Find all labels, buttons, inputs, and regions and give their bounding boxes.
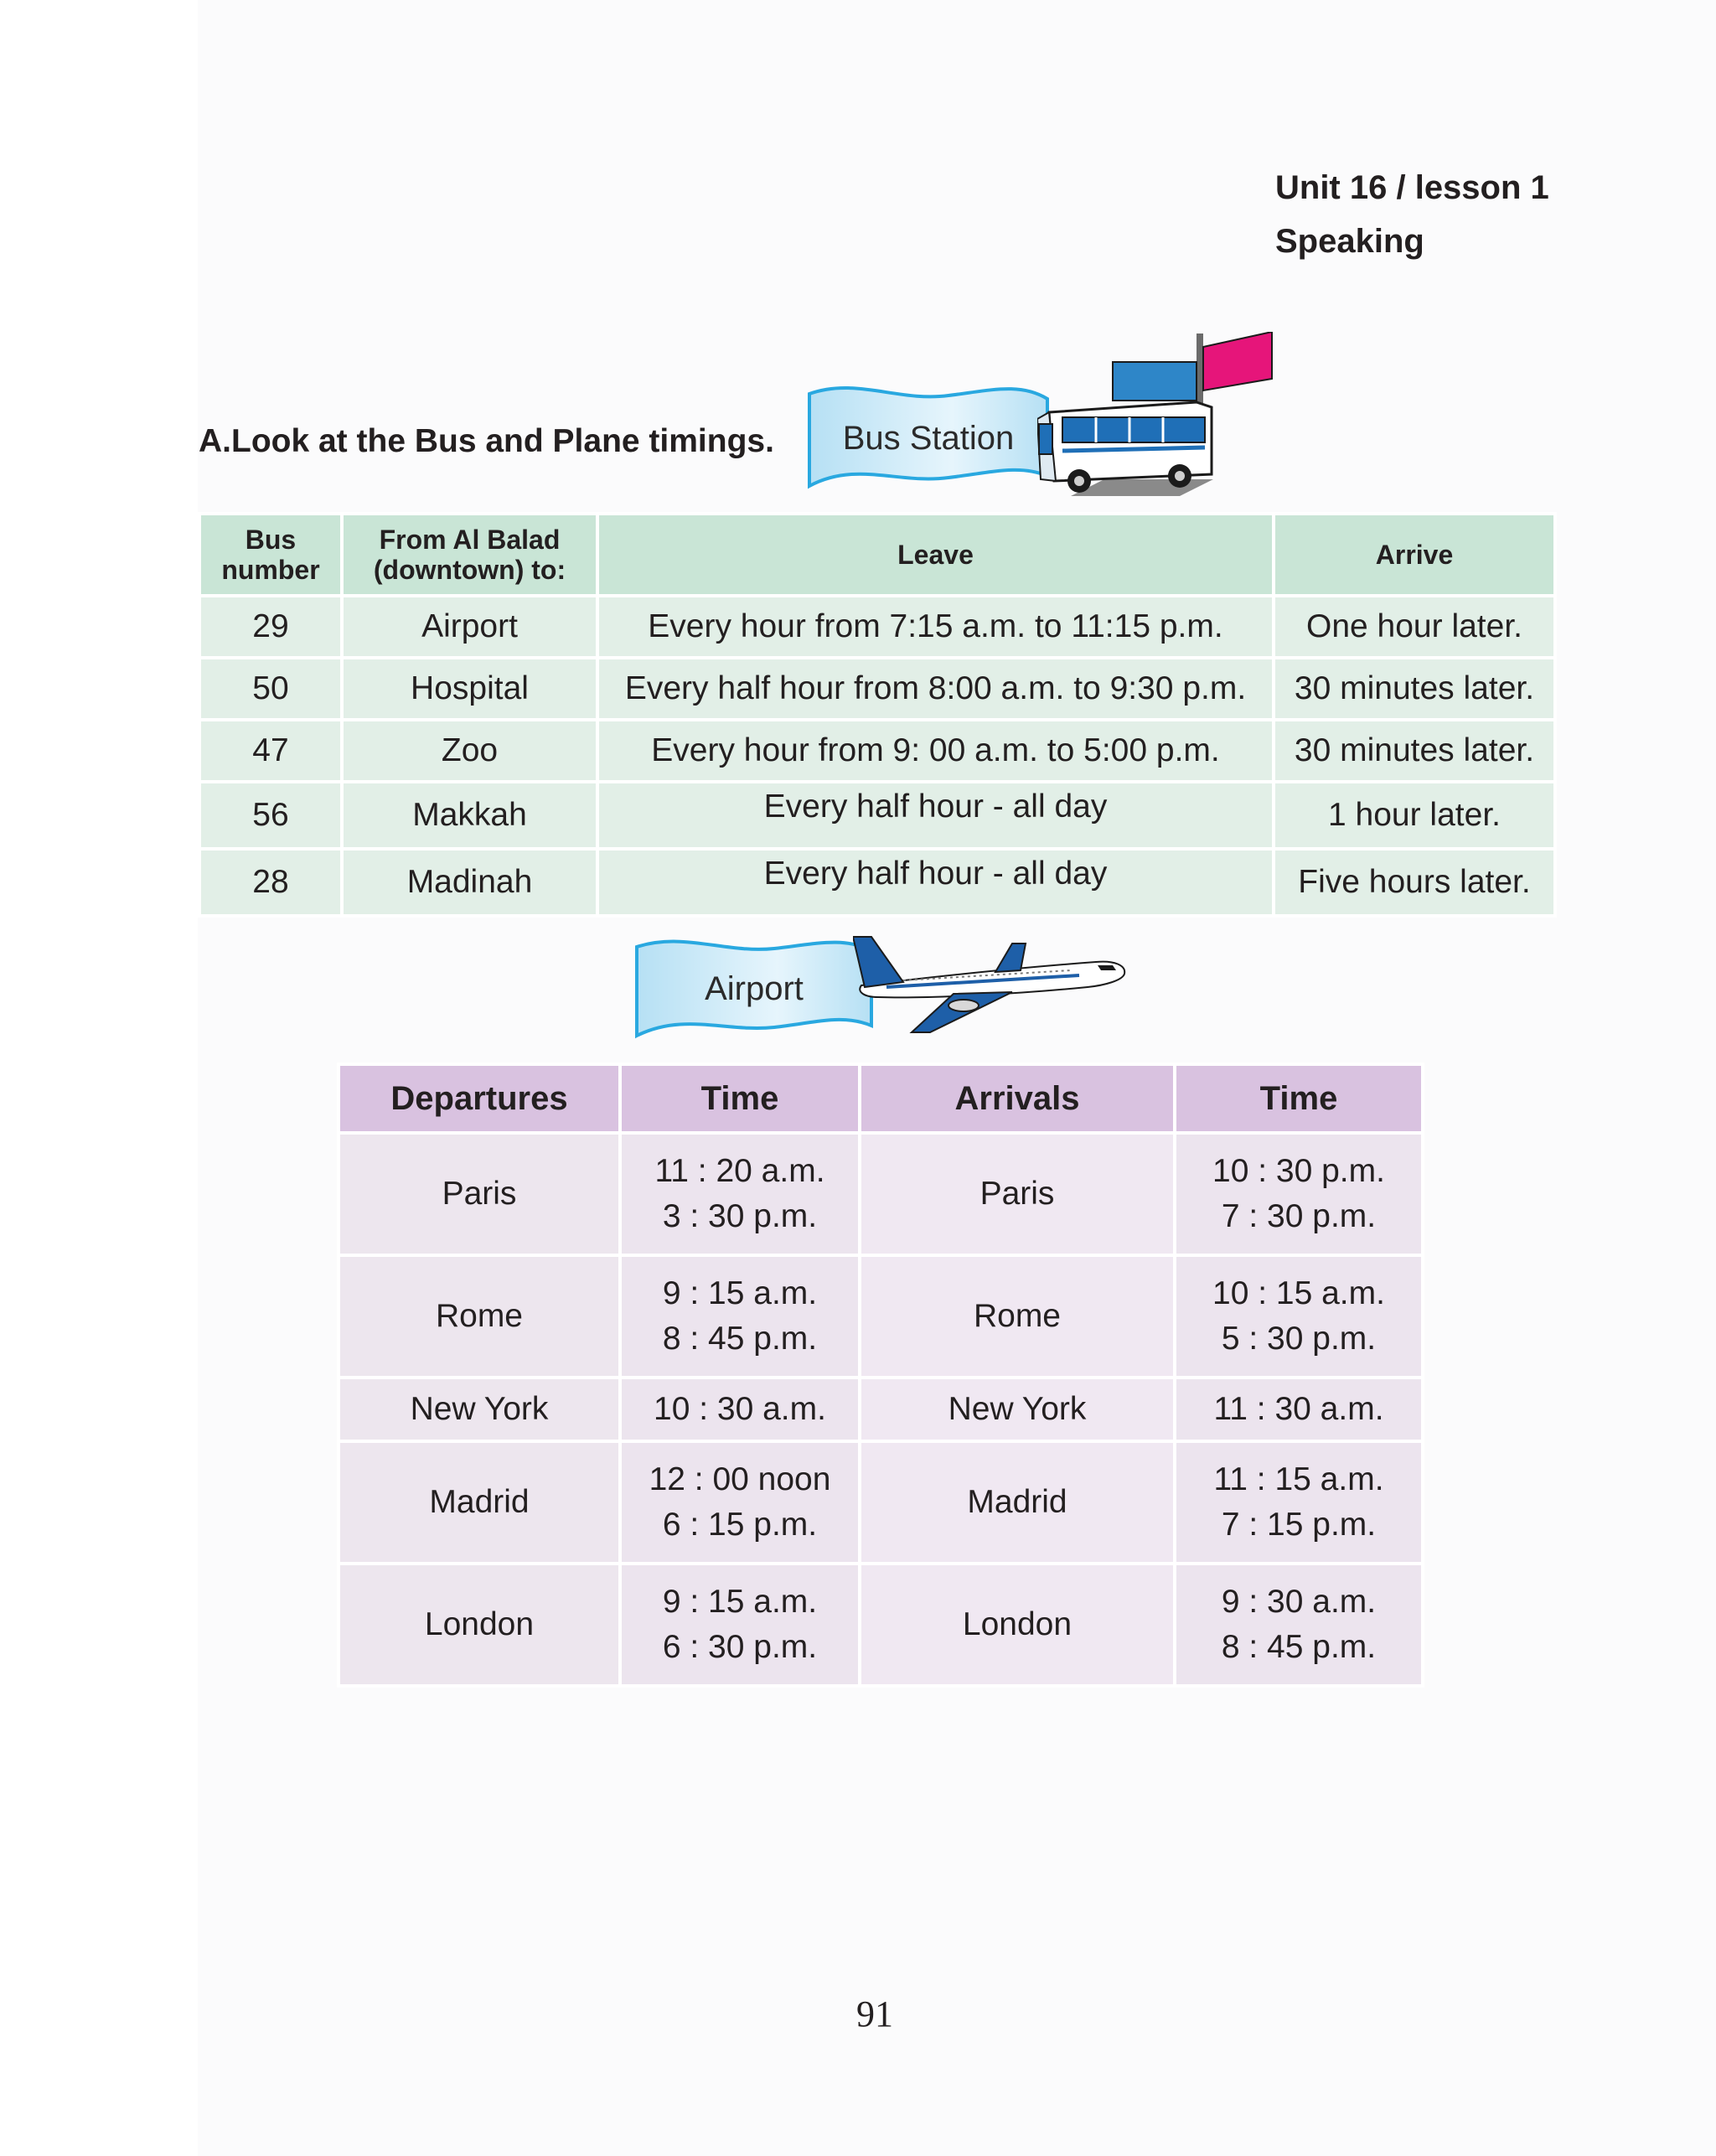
time-line: 6 : 30 p.m. <box>662 1629 818 1665</box>
departure-time-cell <box>620 1441 860 1564</box>
arrive-header: Arrive <box>1274 514 1555 596</box>
time-line: 7 : 30 p.m. <box>1221 1198 1377 1234</box>
arrive-cell: Five hours later. <box>1274 849 1555 916</box>
table-row <box>199 658 1555 720</box>
header-line: number <box>221 555 320 585</box>
destination-cell: Airport <box>342 596 597 658</box>
table-row <box>339 1564 1423 1686</box>
destination-cell: Madinah <box>342 849 597 916</box>
arrival-time-cell <box>1175 1255 1423 1378</box>
time-line: 11 : 15 a.m. <box>1213 1461 1384 1497</box>
departure-time-header: Time <box>620 1064 860 1133</box>
arrive-cell: 30 minutes later. <box>1274 658 1555 720</box>
table-row <box>339 1133 1423 1255</box>
flight-table-header-row <box>339 1064 1423 1133</box>
table-row <box>339 1255 1423 1378</box>
section-label: Speaking <box>1275 223 1424 260</box>
departure-time-cell <box>620 1255 860 1378</box>
time-line: 12 : 00 noon <box>649 1461 831 1497</box>
destination-cell: Makkah <box>342 782 597 849</box>
leave-cell: Every hour from 7:15 a.m. to 11:15 p.m. <box>597 596 1274 658</box>
leave-cell: Every half hour from 8:00 a.m. to 9:30 p.m. <box>597 658 1274 720</box>
table-row <box>199 782 1555 849</box>
table-row <box>199 596 1555 658</box>
table-row <box>199 720 1555 782</box>
leave-cell: Every hour from 9: 00 a.m. to 5:00 p.m. <box>597 720 1274 782</box>
departure-time-cell <box>620 1133 860 1255</box>
arrive-cell: 30 minutes later. <box>1274 720 1555 782</box>
leave-cell: Every half hour - all day <box>597 849 1274 916</box>
arrival-city-cell: Madrid <box>860 1441 1175 1564</box>
arrivals-header: Arrivals <box>860 1064 1175 1133</box>
time-line: 8 : 45 p.m. <box>1221 1629 1377 1665</box>
time-line: 9 : 15 a.m. <box>662 1275 818 1311</box>
time-line: 8 : 45 p.m. <box>662 1321 818 1357</box>
destination-cell: Zoo <box>342 720 597 782</box>
arrival-time-cell <box>1175 1378 1423 1441</box>
airport-label: Airport <box>705 969 804 1007</box>
bus-with-signpost-icon <box>1037 332 1280 506</box>
table-row <box>339 1378 1423 1441</box>
leave-header: Leave <box>597 514 1274 596</box>
time-line: 3 : 30 p.m. <box>662 1198 818 1234</box>
arrival-time-cell <box>1175 1441 1423 1564</box>
arrive-cell: 1 hour later. <box>1274 782 1555 849</box>
header-line: From Al Balad <box>379 525 561 555</box>
table-row <box>339 1441 1423 1564</box>
page-number: 91 <box>856 1993 893 2034</box>
departure-city-cell: London <box>339 1564 620 1686</box>
arrival-city-cell: Rome <box>860 1255 1175 1378</box>
header-line: Bus <box>245 525 297 555</box>
arrival-city-cell: New York <box>860 1378 1175 1441</box>
departure-city-cell: Rome <box>339 1255 620 1378</box>
arrive-cell: One hour later. <box>1274 596 1555 658</box>
time-line: 9 : 15 a.m. <box>662 1584 818 1620</box>
time-line: 5 : 30 p.m. <box>1221 1321 1377 1357</box>
table-row <box>199 849 1555 916</box>
bus-number-cell: 47 <box>199 720 342 782</box>
departures-header: Departures <box>339 1064 620 1133</box>
bus-number-cell: 28 <box>199 849 342 916</box>
bus-number-cell: 50 <box>199 658 342 720</box>
departure-time-cell <box>620 1564 860 1686</box>
bus-number-cell: 56 <box>199 782 342 849</box>
time-line: 10 : 15 a.m. <box>1212 1275 1385 1311</box>
header-line: (downtown) to: <box>373 555 566 585</box>
flight-timetable <box>337 1062 1424 1688</box>
bus-table-header-row <box>199 514 1555 596</box>
lesson-header <box>1275 161 1549 268</box>
time-line: 11 : 30 a.m. <box>1213 1391 1384 1427</box>
bus-station-label: Bus Station <box>842 419 1015 457</box>
time-line: 9 : 30 a.m. <box>1221 1584 1377 1620</box>
arrival-time-header: Time <box>1175 1064 1423 1133</box>
departure-city-cell: New York <box>339 1378 620 1441</box>
arrival-time-cell <box>1175 1564 1423 1686</box>
arrival-city-cell: London <box>860 1564 1175 1686</box>
time-line: 6 : 15 p.m. <box>662 1507 818 1543</box>
destination-cell: Hospital <box>342 658 597 720</box>
destination-header <box>342 514 597 596</box>
bus-number-cell: 29 <box>199 596 342 658</box>
time-line: 7 : 15 p.m. <box>1221 1507 1377 1543</box>
arrival-time-cell <box>1175 1133 1423 1255</box>
time-line: 11 : 20 a.m. <box>654 1153 825 1189</box>
departure-city-cell: Paris <box>339 1133 620 1255</box>
unit-lesson-label: Unit 16 / lesson 1 <box>1275 169 1549 206</box>
time-line: 10 : 30 p.m. <box>1212 1153 1385 1189</box>
departure-city-cell: Madrid <box>339 1441 620 1564</box>
time-line: 10 : 30 a.m. <box>654 1391 826 1427</box>
departure-time-cell <box>620 1378 860 1441</box>
bus-timetable <box>198 512 1557 918</box>
bus-number-header <box>199 514 342 596</box>
bus-station-banner <box>806 384 1051 493</box>
instruction-text: A.Look at the Bus and Plane timings. <box>199 423 774 459</box>
airplane-icon <box>853 932 1129 1041</box>
airport-banner <box>633 937 875 1041</box>
leave-cell: Every half hour - all day <box>597 782 1274 849</box>
arrival-city-cell: Paris <box>860 1133 1175 1255</box>
